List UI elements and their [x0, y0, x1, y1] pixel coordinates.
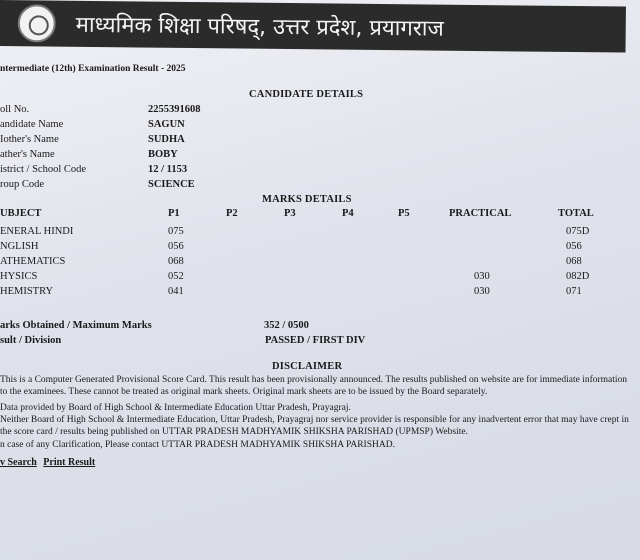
- total-cell: 071: [566, 286, 582, 297]
- marks-table-row: [0, 241, 640, 256]
- candidate-field-row: [0, 164, 640, 179]
- p1-cell: 052: [168, 271, 184, 282]
- practical-cell: 030: [474, 286, 490, 297]
- col-subject: UBJECT: [0, 208, 42, 219]
- header-banner: [0, 0, 626, 53]
- candidate-field-row: [0, 179, 640, 194]
- candidate-field-label: oll No.: [0, 104, 30, 115]
- candidate-field-row: [0, 104, 640, 119]
- candidate-field-label: andidate Name: [0, 119, 64, 130]
- print-result-link[interactable]: Print Result: [43, 457, 96, 468]
- marks-table-row: [0, 226, 640, 241]
- subject-cell: NGLISH: [0, 241, 39, 252]
- upmsp-logo-icon: [18, 4, 56, 42]
- candidate-field-value: BOBY: [148, 149, 178, 160]
- disclaimer-heading: DISCLAIMER: [272, 361, 343, 372]
- subject-cell: ATHEMATICS: [0, 256, 66, 267]
- col-p5: P5: [398, 208, 410, 219]
- candidate-field-row: [0, 119, 640, 134]
- candidate-field-value: 2255391608: [148, 104, 201, 115]
- marks-obtained-label: arks Obtained / Maximum Marks: [0, 320, 152, 331]
- bottom-links: [0, 457, 99, 468]
- candidate-details-heading: CANDIDATE DETAILS: [249, 89, 364, 100]
- candidate-field-row: [0, 149, 640, 164]
- candidate-field-label: Iother's Name: [0, 134, 59, 145]
- disclaimer-item: This is a Computer Generated Provisional Score Card. This result has been provisionally announced. The results published on website are for immediate information to the examinees. These cannot be treated as original mark sheets. Original mark sheets are to be issued by the Board separately.: [0, 375, 628, 397]
- board-title: माध्यमिक शिक्षा परिषद्, उत्तर प्रदेश, प्रयागराज: [75, 12, 444, 42]
- col-p4: P4: [342, 208, 354, 219]
- marks-table-header: [0, 208, 640, 223]
- marks-table-row: [0, 256, 640, 271]
- marks-details-heading: MARKS DETAILS: [262, 194, 352, 205]
- candidate-field-label: istrict / School Code: [0, 164, 87, 175]
- col-total: TOTAL: [558, 208, 594, 219]
- result-division-value: PASSED / FIRST DIV: [265, 335, 366, 346]
- p1-cell: 041: [168, 286, 184, 297]
- total-cell: 068: [566, 256, 582, 267]
- candidate-field-row: [0, 134, 640, 149]
- marks-obtained-value: 352 / 0500: [264, 320, 309, 331]
- exam-title: ntermediate (12th) Examination Result - 2025: [0, 64, 186, 74]
- candidate-field-value: SUDHA: [148, 134, 185, 145]
- marks-table-row: [0, 271, 640, 286]
- p1-cell: 068: [168, 256, 184, 267]
- col-p3: P3: [284, 208, 296, 219]
- candidate-field-label: roup Code: [0, 179, 45, 190]
- subject-cell: HYSICS: [0, 271, 38, 282]
- disclaimer-item: Neither Board of High School & Intermediate Education, Uttar Pradesh, Prayagraj nor service provider is responsible for any inadvertent error that may have crept in the score card / results being published on UTTAR PRADESH MADHYAMIK SHIKSHA PARISHAD (UPMSP) Website.: [0, 415, 629, 437]
- subject-cell: HEMISTRY: [0, 286, 54, 297]
- candidate-field-value: SCIENCE: [148, 179, 195, 190]
- col-p2: P2: [226, 208, 238, 219]
- col-p1: P1: [168, 208, 180, 219]
- result-division-label: sult / Division: [0, 335, 62, 346]
- p1-cell: 056: [168, 241, 184, 252]
- p1-cell: 075: [168, 226, 184, 237]
- total-cell: 082D: [566, 271, 590, 282]
- disclaimer-item: n case of any Clarification, Please contact UTTAR PRADESH MADHYAMIK SHIKSHA PARISHAD.: [0, 440, 395, 450]
- candidate-field-value: SAGUN: [148, 119, 185, 130]
- candidate-field-value: 12 / 1153: [148, 164, 188, 175]
- practical-cell: 030: [474, 271, 490, 282]
- subject-cell: ENERAL HINDI: [0, 226, 74, 237]
- candidate-field-label: ather's Name: [0, 149, 55, 160]
- marks-table-row: [0, 286, 640, 301]
- search-link[interactable]: v Search: [0, 457, 37, 468]
- total-cell: 056: [566, 241, 582, 252]
- col-practical: PRACTICAL: [449, 208, 512, 219]
- disclaimer-item: Data provided by Board of High School & Intermediate Education Uttar Pradesh, Prayagraj.: [0, 403, 351, 413]
- total-cell: 075D: [566, 226, 590, 237]
